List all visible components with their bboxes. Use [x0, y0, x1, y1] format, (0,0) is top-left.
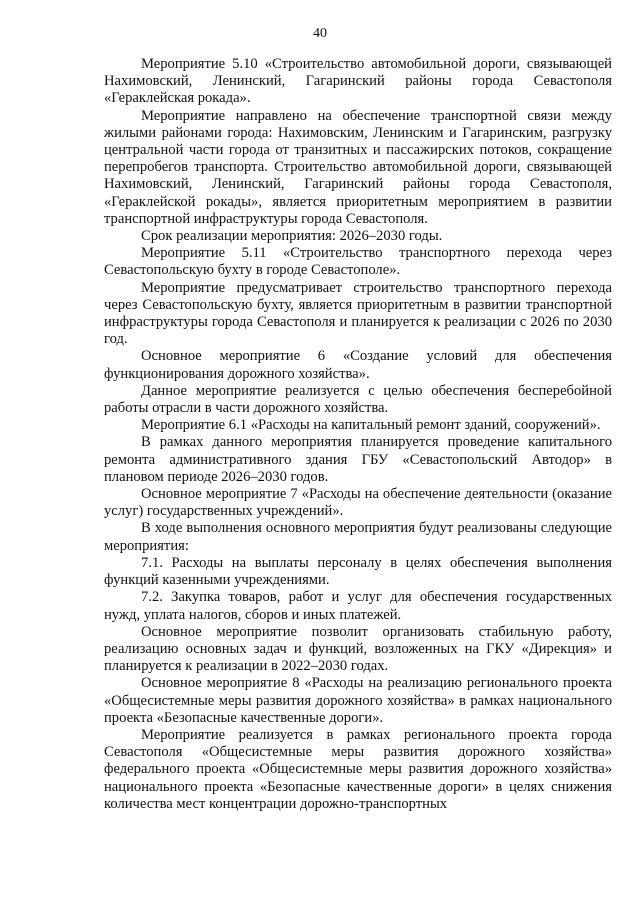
paragraph-event-6-1: Мероприятие 6.1 «Расходы на капитальный ремонт зданий, сооружений».: [141, 417, 601, 434]
paragraph-main-event-6: Основное мероприятие 6 «Создание условий для обеспечения функционирования дорожного хозяйства».: [104, 348, 612, 382]
document-body: [104, 56, 612, 813]
paragraph-event-5-11: Мероприятие 5.11 «Строительство транспортного перехода через Севастопольскую бухту в городе Севастополе».: [104, 245, 612, 279]
paragraph-main-event-7: Основное мероприятие 7 «Расходы на обеспечение деятельности (оказание услуг) государственных учреждений».: [104, 486, 612, 520]
paragraph-main-event-6-description: Данное мероприятие реализуется с целью обеспечения бесперебойной работы отрасли в части дорожного хозяйства.: [104, 382, 612, 417]
paragraph-item-7-2: 7.2. Закупка товаров, работ и услуг для обеспечения государственных нужд, уплата налогов, сборов и иных платежей.: [104, 589, 612, 623]
paragraph-event-5-11-description: Мероприятие предусматривает строительство транспортного перехода через Севастопольскую бухту, является приоритетным в развитии транспортной инфраструктуры города Севастополя и планируется к реализации с 2026 по 2030 год.: [104, 279, 612, 348]
paragraph-implementation-period: Срок реализации мероприятия: 2026–2030 годы.: [141, 228, 443, 245]
paragraph-event-6-1-description: В рамках данного мероприятия планируется проведение капитального ремонта административного здания ГБУ «Севастопольский Автодор» в плановом периоде 2026–2030 годов.: [104, 434, 612, 485]
paragraph-main-event-7-description: Основное мероприятие позволит организовать стабильную работу, реализацию основных задач и функций, возложенных на ГКУ «Дирекция» и планируется к реализации в 2022–2030 годах.: [104, 623, 612, 675]
paragraph-main-event-7-intro: В ходе выполнения основного мероприятия будут реализованы следующие мероприятия:: [104, 520, 612, 554]
paragraph-main-event-8: Основное мероприятие 8 «Расходы на реализацию регионального проекта «Общесистемные меры развития дорожного хозяйства» в рамках национального проекта «Безопасные качественные дороги».: [104, 675, 612, 726]
page-number: 40: [313, 26, 327, 41]
paragraph-main-event-8-description: Мероприятие реализуется в рамках регионального проекта города Севастополя «Общесистемные меры развития дорожного хозяйства» федерального проекта «Общесистемные меры развития дорожного хозяйства» национального проекта «Безопасные качественные дороги» в целях снижения количества мест концентрации дорожно-транспортных: [104, 726, 612, 812]
paragraph-event-5-10-description: Мероприятие направлено на обеспечение транспортной связи между жилыми районами города: Нахимовским, Ленинским и Гагаринским, разгрузку центральной части города от транзитных и пассажирских потоков, сокращение перепробегов транспорта. Строительство автомобильной дороги, связывающей Нахимовский, Ленинский, Гагаринский районы города Севастополя, «Гераклейской рокады», является приоритетным мероприятием в развитии транспортной инфраструктуры города Севастополя.: [104, 107, 612, 227]
paragraph-item-7-1: 7.1. Расходы на выплаты персоналу в целях обеспечения выполнения функций казенными учреждениями.: [104, 554, 612, 589]
paragraph-event-5-10: Мероприятие 5.10 «Строительство автомобильной дороги, связывающей Нахимовский, Ленинский, Гагаринский районы города Севастополя «Гераклейская рокада».: [104, 56, 612, 107]
